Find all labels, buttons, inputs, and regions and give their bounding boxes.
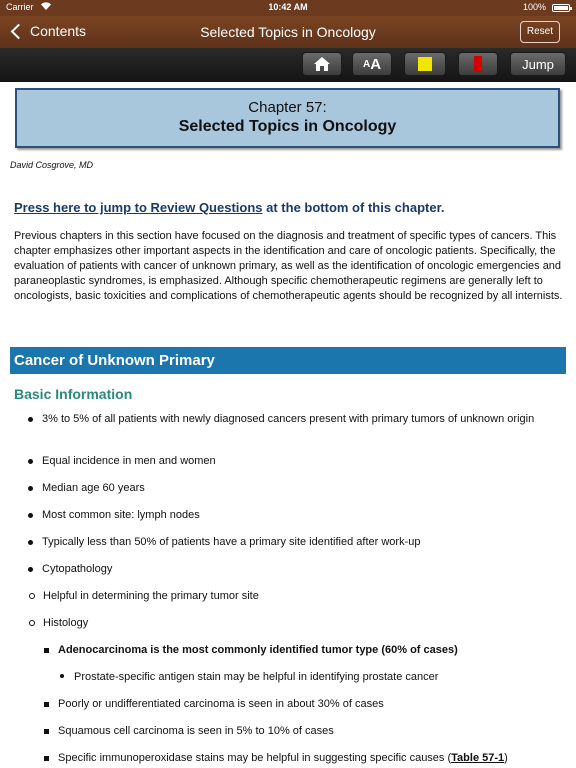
bullet-marker xyxy=(29,620,35,626)
chevron-left-icon xyxy=(11,23,27,39)
bullet-marker xyxy=(44,756,49,761)
bullet-marker xyxy=(28,417,33,422)
back-button[interactable] xyxy=(10,23,86,39)
reset-button[interactable]: Reset xyxy=(520,21,560,43)
bullet-marker xyxy=(28,567,33,572)
immuno-text: Specific immunoperoxidase stains may be helpful in suggesting specific causes ( xyxy=(58,752,452,764)
subsection-heading: Basic Information xyxy=(14,386,133,402)
font-large-glyph: A xyxy=(370,55,382,73)
bookmark-button[interactable] xyxy=(458,52,498,76)
highlight-icon xyxy=(418,57,432,71)
intro-paragraph: Previous chapters in this section have focused on the diagnosis and treatment of specific types of cancers. This chapter emphasizes other important aspects in the identification and care of oncologic patients. Specifically, the evaluation of patients with cancer of unknown primary, as well as the identification of oncologic emergencies and paraneoplastic syndromes, is emphasized. Although specific chemotherapeutic regimens are generally left to oncologists, basic toxicities and complications of chemotherapeutic agents should be recognized by all internists. xyxy=(14,230,563,302)
list-item-text: Typically less than 50% of patients have a primary site identified after work-up xyxy=(42,536,421,548)
section-header: Cancer of Unknown Primary xyxy=(10,347,566,374)
bullet-marker xyxy=(44,702,49,707)
bookmark-icon xyxy=(474,56,482,72)
battery-icon xyxy=(552,4,570,12)
list-item-text: Adenocarcinoma is the most commonly identified tumor type (60% of cases) xyxy=(58,644,458,656)
list-item-text: Median age 60 years xyxy=(42,482,145,494)
list-item-text: Equal incidence in men and women xyxy=(42,455,216,467)
bullet-marker xyxy=(44,729,49,734)
highlight-button[interactable] xyxy=(404,52,446,76)
list-item-text xyxy=(58,751,508,766)
bullet-marker xyxy=(29,593,35,599)
jump-button[interactable]: Jump xyxy=(510,52,566,76)
status-bar xyxy=(0,0,576,16)
immuno-close: ) xyxy=(504,752,508,764)
chapter-number: Chapter 57: xyxy=(248,99,327,116)
chapter-header xyxy=(15,88,560,148)
page-title: Selected Topics in Oncology xyxy=(200,24,376,40)
review-questions-line xyxy=(14,200,445,215)
chapter-author: David Cosgrove, MD xyxy=(10,160,94,170)
carrier-label: Carrier xyxy=(6,2,34,12)
bullet-marker xyxy=(44,648,49,653)
bullet-marker xyxy=(28,513,33,518)
font-small-glyph: A xyxy=(362,58,371,70)
list-item-text: Histology xyxy=(43,617,89,629)
toolbar xyxy=(0,48,576,82)
list-item-text: Poorly or undifferentiated carcinoma is seen in about 30% of cases xyxy=(58,698,384,710)
list-item-text: Cytopathology xyxy=(42,563,113,575)
list-item-text: Helpful in determining the primary tumor site xyxy=(43,590,259,602)
status-time: 10:42 AM xyxy=(268,2,308,12)
bullet-marker xyxy=(60,674,64,678)
navigation-bar xyxy=(0,16,576,48)
review-questions-suffix: at the bottom of this chapter. xyxy=(262,200,445,215)
bullet-marker xyxy=(28,486,33,491)
list-item-text: 3% to 5% of all patients with newly diagnosed cancers present with primary tumors of unknown origin xyxy=(42,413,535,425)
bullet-marker xyxy=(28,459,33,464)
bullet-marker xyxy=(28,540,33,545)
table-57-1-link[interactable]: Table 57-1 xyxy=(451,752,505,764)
home-icon xyxy=(313,56,331,72)
back-button-label: Contents xyxy=(30,23,87,39)
battery-percent: 100% xyxy=(522,2,546,12)
review-questions-link[interactable]: Press here to jump to Review Questions xyxy=(14,200,263,215)
list-item-text: Squamous cell carcinoma is seen in 5% to 10% of cases xyxy=(58,725,334,737)
chapter-title: Selected Topics in Oncology xyxy=(178,118,397,135)
home-button[interactable] xyxy=(302,52,342,76)
font-size-button[interactable] xyxy=(352,52,392,76)
list-item-text: Prostate-specific antigen stain may be helpful in identifying prostate cancer xyxy=(74,671,439,683)
list-item-text: Most common site: lymph nodes xyxy=(42,509,200,521)
